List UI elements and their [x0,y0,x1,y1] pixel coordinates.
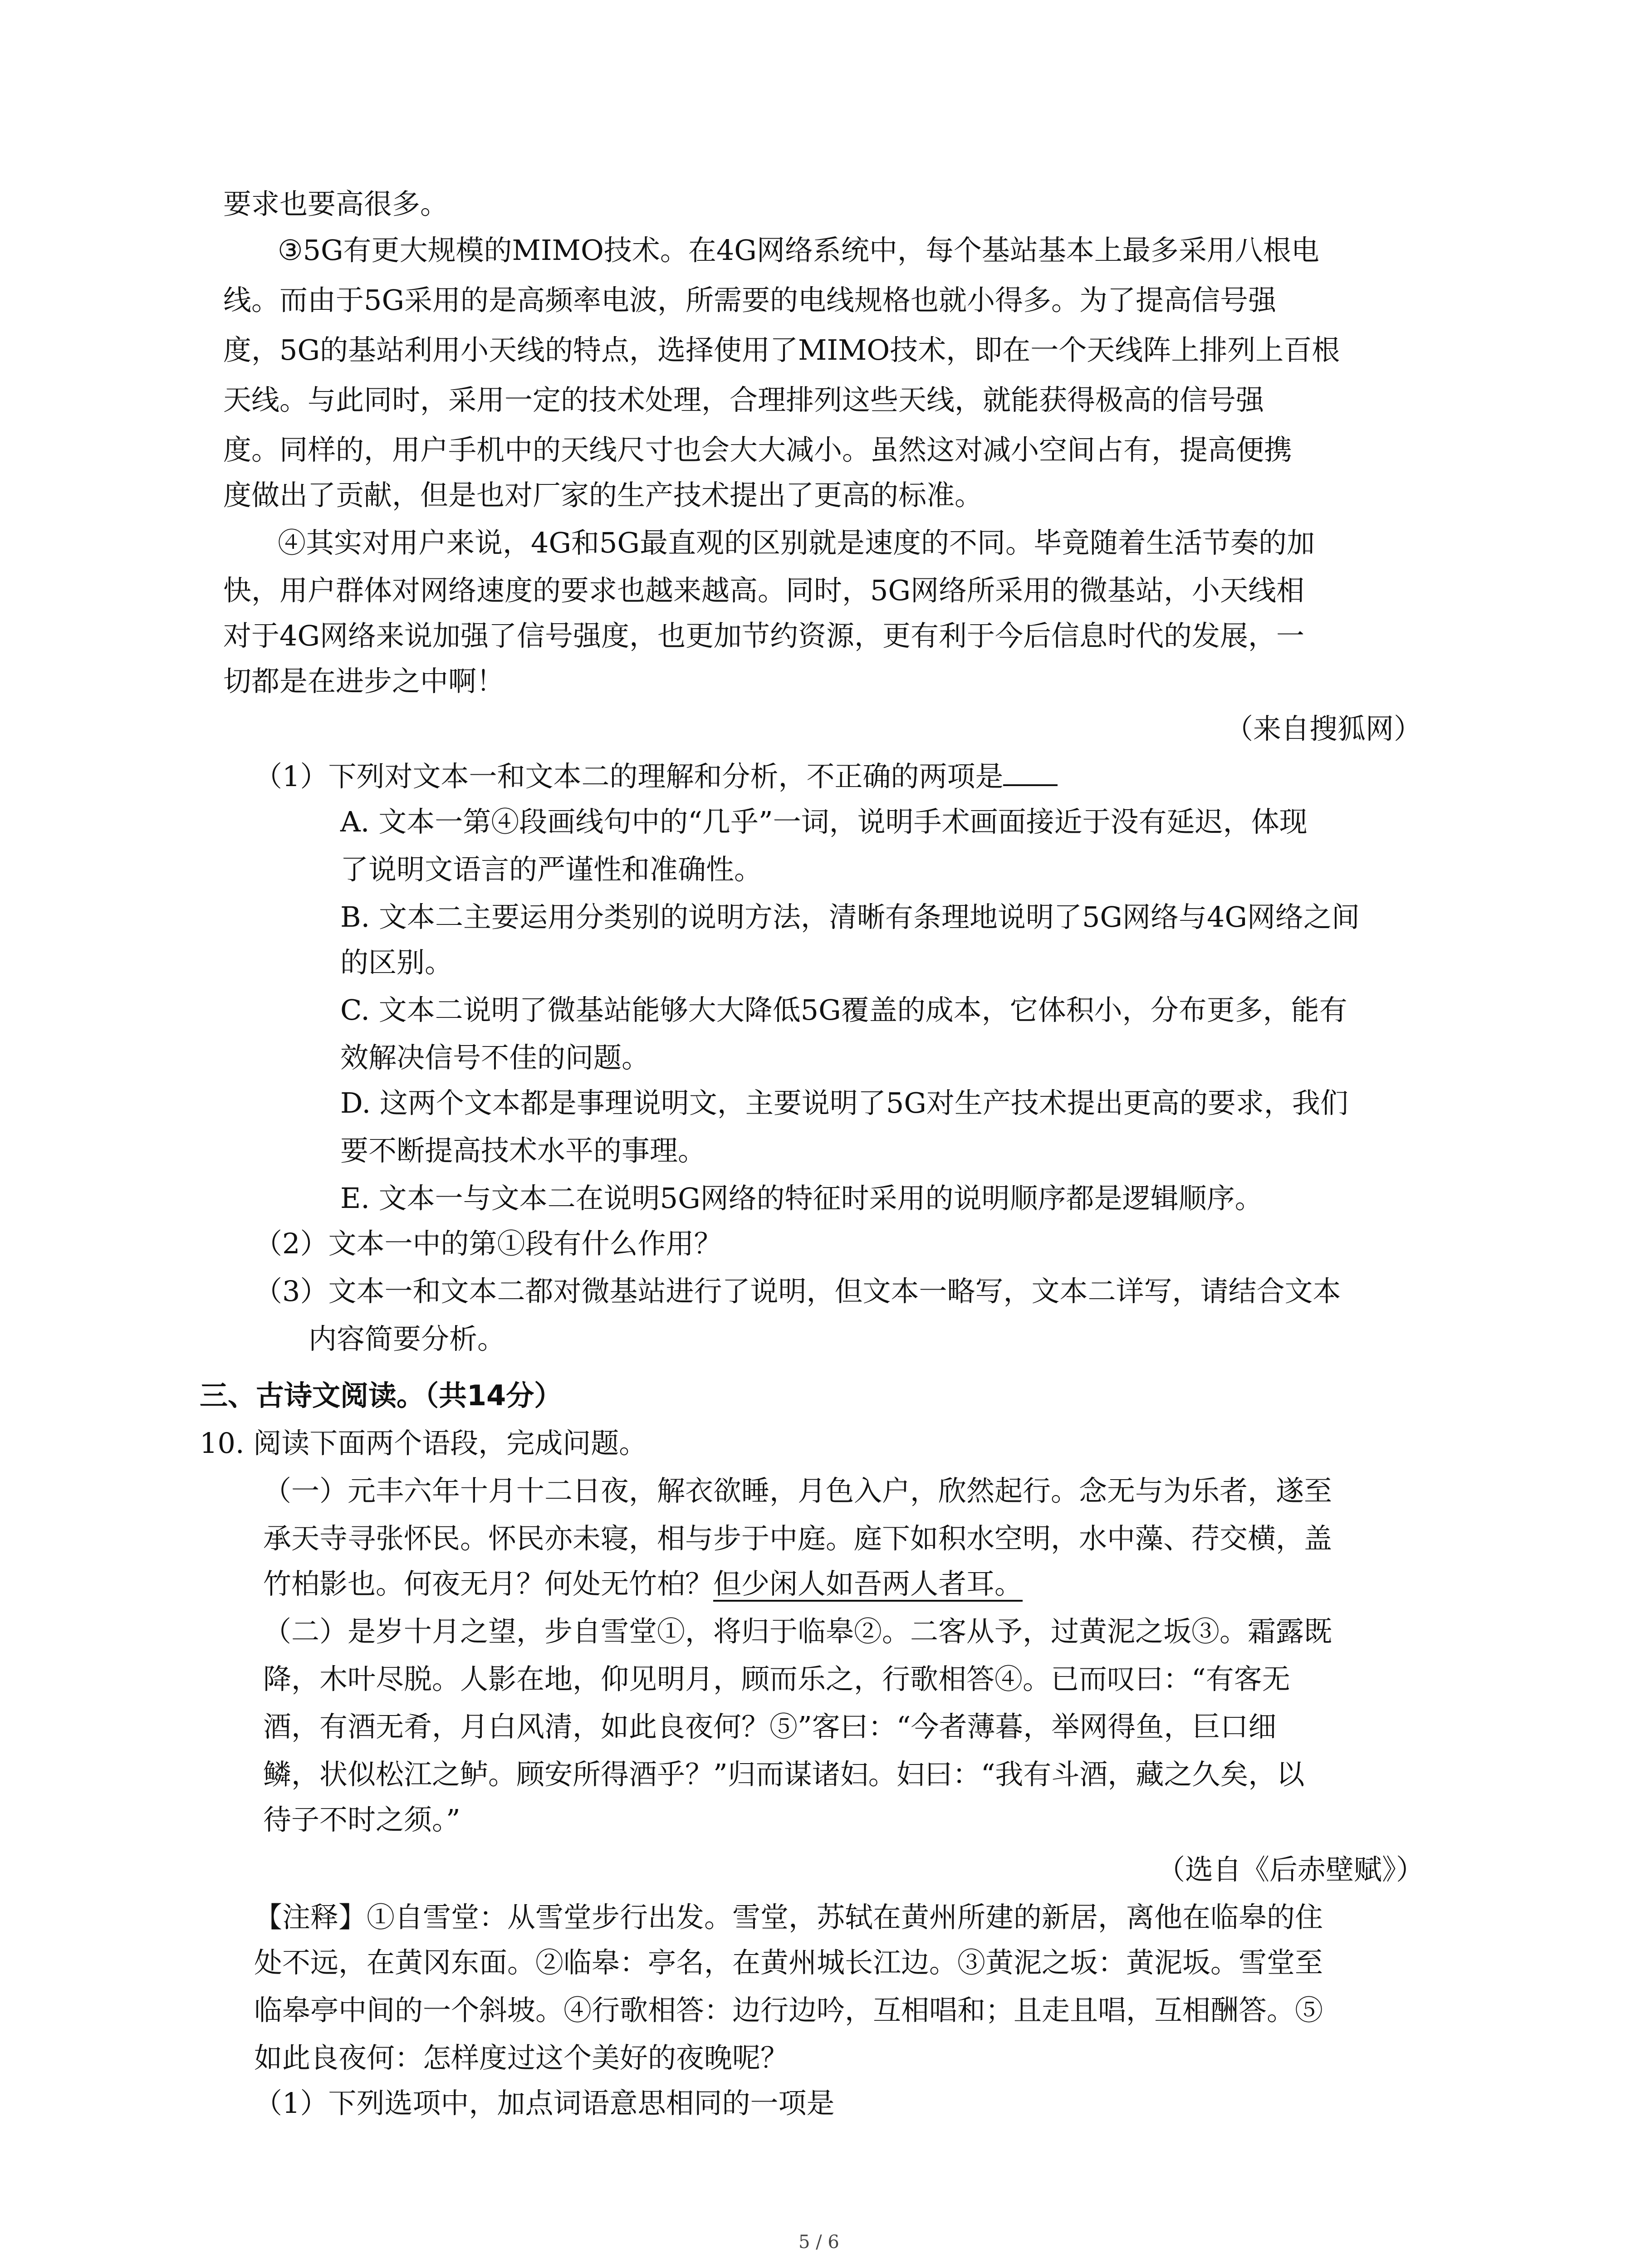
text-line: 天线。与此同时，采用一定的技术处理，合理排列这些天线，就能获得极高的信号强 [223,383,1264,416]
text-line: 10. 阅读下面两个语段，完成问题。 [200,1427,647,1460]
text-line: 竹柏影也。何夜无月？何处无竹柏？但少闲人如吾两人者耳。 [263,1567,1023,1600]
text-line: ③5G有更大规模的MIMO技术。在4G网络系统中，每个基站基本上最多采用八根电 [278,234,1319,267]
text-line: 要求也要高很多。 [223,187,449,220]
section-heading: 三、古诗文阅读。（共14分） [200,1379,563,1412]
text-line: 切都是在进步之中啊！ [223,665,505,698]
text-line: （3）文本一和文本二都对微基站进行了说明，但文本一略写，文本二详写，请结合文本 [254,1275,1341,1308]
text-line: （来自搜狐网） [1225,712,1422,745]
text-line: B. 文本二主要运用分类别的说明方法，清晰有条理地说明了5G网络与4G网络之间 [340,900,1360,934]
text-line: 处不远，在黄冈东面。②临皋：亭名，在黄州城长江边。③黄泥之坂：黄泥坂。雪堂至 [254,1946,1323,1979]
text-line: 的区别。 [340,946,453,979]
text-line: 如此良夜何：怎样度过这个美好的夜晚呢？ [254,2041,789,2074]
text-line: 临皋亭中间的一个斜坡。④行歌相答：边行边吟，互相唱和；且走且唱，互相酬答。⑤ [254,1994,1323,2027]
text-line: 承天寺寻张怀民。怀民亦未寝，相与步于中庭。庭下如积水空明，水中藻、荇交横，盖 [263,1522,1332,1555]
text-line: C. 文本二说明了微基站能够大大降低5G覆盖的成本，它体积小，分布更多，能有 [340,993,1347,1026]
answer-blank [1003,761,1058,786]
page-number: 5 / 6 [798,2232,839,2253]
text-line: （1）下列选项中，加点词语意思相同的一项是 [254,2087,835,2120]
text-line: E. 文本一与文本二在说明5G网络的特征时采用的说明顺序都是逻辑顺序。 [340,1182,1263,1215]
text-line: （2）文本一中的第①段有什么作用？ [254,1227,722,1260]
text-line: （一）元丰六年十月十二日夜，解衣欲睡，月色入户，欣然起行。念无与为乐者，遂至 [263,1474,1332,1507]
text-line: 度，5G的基站利用小天线的特点，选择使用了MIMO技术，即在一个天线阵上排列上百根 [223,333,1340,367]
text-line: 【注释】①自雪堂：从雪堂步行出发。雪堂，苏轼在黄州所建的新居，离他在临皋的住 [254,1901,1323,1934]
text-line: A. 文本一第④段画线句中的“几乎”一词，说明手术画面接近于没有延迟，体现 [340,805,1308,838]
text-line: 了说明文语言的严谨性和准确性。 [340,853,763,886]
text-line: 待子不时之须。” [263,1803,460,1836]
text-line: （二）是岁十月之望，步自雪堂①，将归于临皋②。二客从予，过黄泥之坂③。霜露既 [263,1615,1332,1648]
text-line: 线。而由于5G采用的是高频率电波，所需要的电线规格也就小得多。为了提高信号强 [223,284,1276,317]
underlined-sentence: 但少闲人如吾两人者耳。 [713,1567,1023,1600]
text-line: 度做出了贡献，但是也对厂家的生产技术提出了更高的标准。 [223,479,983,512]
text-line: （1）下列对文本一和文本二的理解和分析，不正确的两项是 [254,758,1058,795]
text-line: 快，用户群体对网络速度的要求也越来越高。同时，5G网络所采用的微基站，小天线相 [223,574,1304,607]
text-line: ④其实对用户来说，4G和5G最直观的区别就是速度的不同。毕竟随着生活节奏的加 [278,526,1315,559]
text-line: 对于4G网络来说加强了信号强度，也更加节约资源，更有利于今后信息时代的发展，一 [223,619,1304,652]
text-line: D. 这两个文本都是事理说明文，主要说明了5G对生产技术提出更高的要求，我们 [340,1086,1348,1119]
text-line: 鳞，状似松江之鲈。顾安所得酒乎？”归而谋诸妇。妇曰：“我有斗酒，藏之久矣，以 [263,1758,1305,1791]
text-line: 内容简要分析。 [309,1322,506,1355]
text-line: 酒，有酒无肴，月白风清，如此良夜何？⑤”客曰：“今者薄暮，举网得鱼，巨口细 [263,1710,1277,1743]
text-line: 要不断提高技术水平的事理。 [340,1134,706,1167]
text-line: 降，木叶尽脱。人影在地，仰见明月，顾而乐之，行歌相答④。已而叹曰：“有客无 [263,1662,1290,1696]
text-line: 度。同样的，用户手机中的天线尺寸也会大大减小。虽然这对减小空间占有，提高便携 [223,433,1293,466]
text-line: 效解决信号不佳的问题。 [340,1041,650,1074]
text-line: （选自《后赤壁赋》） [1157,1853,1425,1886]
